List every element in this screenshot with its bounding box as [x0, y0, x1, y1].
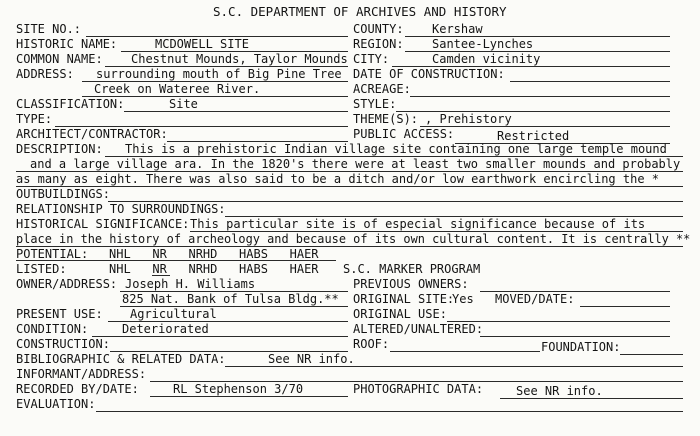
condition-label: CONDITION: [16, 322, 89, 336]
present-use-value: Agricultural [130, 307, 217, 321]
themes-line [420, 126, 670, 127]
region-label: REGION: [353, 37, 404, 51]
foundation-label: FOUNDATION: [541, 340, 621, 354]
historical-significance-line-2: place in the history of archeology and because of its own cultural content. It is centrally ** [16, 232, 691, 246]
owner-value-line2: 825 Nat. Bank of Tulsa Bldg.** [122, 292, 339, 306]
historic-name-label: HISTORIC NAME: [16, 37, 118, 51]
recorded-by-value: RL Stephenson 3/70 [173, 382, 304, 396]
description-rule-3 [16, 186, 683, 187]
classification-line [124, 111, 348, 112]
bibliographic-label: BIBLIOGRAPHIC & RELATED DATA: [16, 352, 226, 366]
foundation-line [620, 354, 683, 355]
construction-label: CONSTRUCTION: [16, 337, 110, 351]
address-value-line2: Creek on Wateree River. [94, 82, 261, 96]
style-label: STYLE: [353, 97, 397, 111]
themes-label: THEME(S): [353, 112, 419, 126]
date-of-construction-label: DATE OF CONSTRUCTION: [353, 67, 505, 81]
potential-label: POTENTIAL: [16, 247, 89, 261]
historic-name-value: MCDOWELL SITE [155, 37, 249, 51]
previous-owners-label: PREVIOUS OWNERS: [353, 277, 469, 291]
description-line-1: This is a prehistoric Indian village site containing one large temple mound [125, 142, 667, 156]
date-of-construction-line [510, 81, 670, 82]
moved-date-label: MOVED/DATE: [495, 292, 575, 306]
description-line-2: and a large village ara. In the 1820's there were at least two smaller mounds and probably [30, 157, 681, 171]
region-value: Santee-Lynches [432, 37, 534, 51]
altered-line [480, 336, 670, 337]
site-no-label: SITE NO.: [16, 22, 82, 36]
historical-significance-line-1: This particular site is of especial significance because of its [190, 217, 646, 231]
bibliographic-line [225, 366, 683, 367]
county-value: Kershaw [432, 22, 483, 36]
common-name-value: Chestnut Mounds, Taylor Mounds [131, 52, 348, 66]
informant-label: INFORMANT/ADDRESS: [16, 367, 147, 381]
altered-label: ALTERED/UNALTERED: [353, 322, 484, 336]
relationship-label: RELATIONSHIP TO SURROUNDINGS: [16, 202, 226, 216]
listed-codes: NHL NR NRHD HABS HAER [109, 262, 319, 276]
photographic-line [500, 398, 683, 399]
outbuildings-label: OUTBUILDINGS: [16, 187, 110, 201]
photographic-label: PHOTOGRAPHIC DATA: [353, 382, 484, 396]
recorded-by-line [150, 396, 348, 397]
classification-label: CLASSIFICATION: [16, 97, 125, 111]
marker-program-label: S.C. MARKER PROGRAM [343, 262, 481, 276]
description-label: DESCRIPTION: [16, 142, 103, 156]
photographic-value: See NR info. [516, 384, 603, 398]
recorded-by-label: RECORDED BY/DATE: [16, 382, 139, 396]
common-name-label: COMMON NAME: [16, 52, 103, 66]
original-use-label: ORIGINAL USE: [353, 307, 447, 321]
roof-label: ROOF: [353, 337, 390, 351]
owner-label: OWNER/ADDRESS: [16, 277, 118, 291]
listed-label: LISTED: [16, 262, 67, 276]
architect-label: ARCHITECT/CONTRACTOR: [16, 127, 168, 141]
roof-line [390, 351, 540, 352]
evaluation-line [96, 411, 683, 412]
public-access-value: Restricted [497, 129, 570, 143]
original-site-label: ORIGINAL SITE: [353, 292, 455, 306]
address-label: ADDRESS: [16, 67, 74, 81]
county-label: COUNTY: [353, 22, 404, 36]
form-header: S.C. DEPARTMENT OF ARCHIVES AND HISTORY [213, 4, 507, 19]
acreage-label: ACREAGE: [353, 82, 411, 96]
potential-codes: NHL NR NRHD HABS HAER [109, 247, 319, 261]
condition-value: Deteriorated [122, 322, 209, 336]
owner-value-line1: Joseph H. Williams [125, 277, 256, 291]
condition-line [92, 336, 348, 337]
historical-significance-label: HISTORICAL SIGNIFICANCE: [16, 217, 190, 231]
evaluation-label: EVALUATION: [16, 397, 96, 411]
moved-date-line [580, 306, 670, 307]
themes-value: , Prehistory [425, 112, 512, 126]
acreage-line [410, 96, 670, 97]
present-use-label: PRESENT USE: [16, 307, 103, 321]
original-site-value: Yes [452, 292, 474, 306]
address-value-line1: surrounding mouth of Big Pine Tree [96, 67, 342, 81]
type-label: TYPE: [16, 112, 53, 126]
description-line-3: as many as eight. There was also said to be a ditch and/or low earthwork encircling the * [16, 172, 659, 186]
bibliographic-value: See NR info. [268, 352, 355, 366]
classification-value: Site [169, 97, 198, 111]
potential-line [16, 260, 336, 261]
listed-nr-underline [152, 275, 170, 276]
city-label: CITY: [353, 52, 390, 66]
city-value: Camden vicinity [432, 52, 541, 66]
public-access-label: PUBLIC ACCESS: [353, 127, 455, 141]
